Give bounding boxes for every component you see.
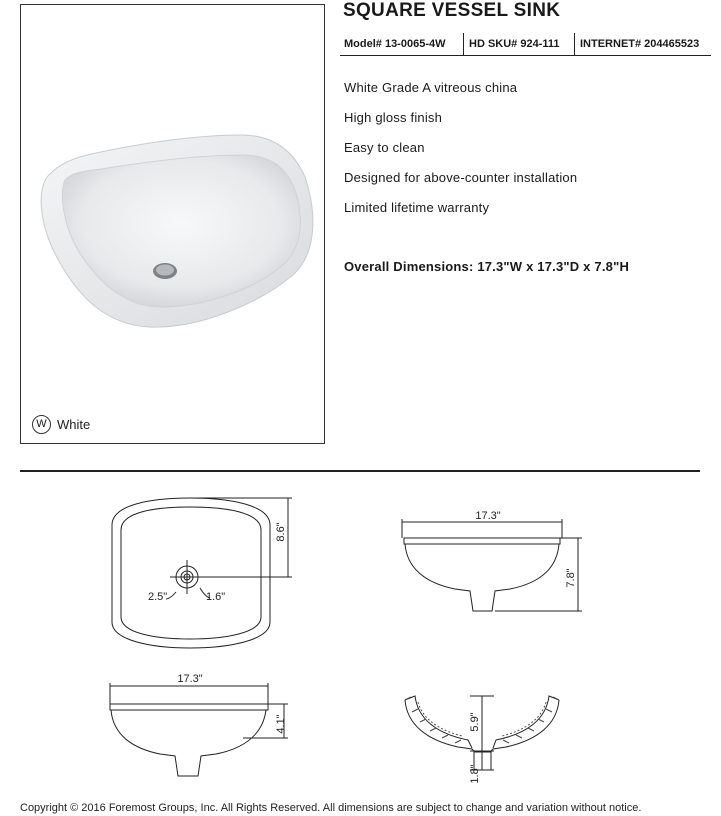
top-view-drawing [112, 498, 292, 648]
dim-drain-right: 1.6" [206, 591, 226, 603]
feature-item: White Grade A vitreous china [344, 80, 518, 95]
feature-item: Designed for above-counter installation [344, 170, 578, 185]
copyright-footer: Copyright © 2016 Foremost Groups, Inc. All Rights Reserved. All dimensions are subject to change and variation without notice. [20, 802, 642, 814]
section-view-drawing [405, 696, 559, 770]
color-option-white[interactable] [32, 415, 90, 434]
internet-number: INTERNET# 204465523 [574, 33, 711, 56]
model-number: Model# 13-0065-4W [340, 33, 463, 56]
technical-drawings [0, 480, 721, 800]
dim-front-height: 7.8" [565, 568, 577, 588]
product-photo-panel [20, 4, 325, 444]
feature-item: Easy to clean [344, 140, 425, 155]
dim-section-drain: 1.8" [469, 764, 481, 784]
color-label: White [57, 417, 91, 432]
color-badge-icon: W [32, 415, 51, 434]
dim-front-width: 17.3" [475, 510, 501, 522]
side-view-drawing [110, 683, 288, 776]
sink-photo [21, 5, 324, 443]
front-view-drawing [402, 519, 582, 611]
feature-list [344, 78, 577, 228]
dim-drain-left: 2.5" [148, 591, 168, 603]
product-title: SQUARE VESSEL SINK [343, 0, 561, 21]
overall-dimensions: Overall Dimensions: 17.3"W x 17.3"D x 7.8"H [344, 259, 630, 274]
sku-row [340, 33, 711, 56]
dim-side-width: 17.3" [177, 673, 203, 685]
dim-top-depth: 8.6" [275, 522, 287, 542]
dim-side-height: 4.1" [275, 714, 287, 734]
feature-item: High gloss finish [344, 110, 443, 125]
section-divider [20, 470, 700, 472]
feature-item: Limited lifetime warranty [344, 200, 490, 215]
hd-sku: HD SKU# 924-111 [463, 33, 574, 56]
dim-section-depth: 5.9" [469, 712, 481, 732]
